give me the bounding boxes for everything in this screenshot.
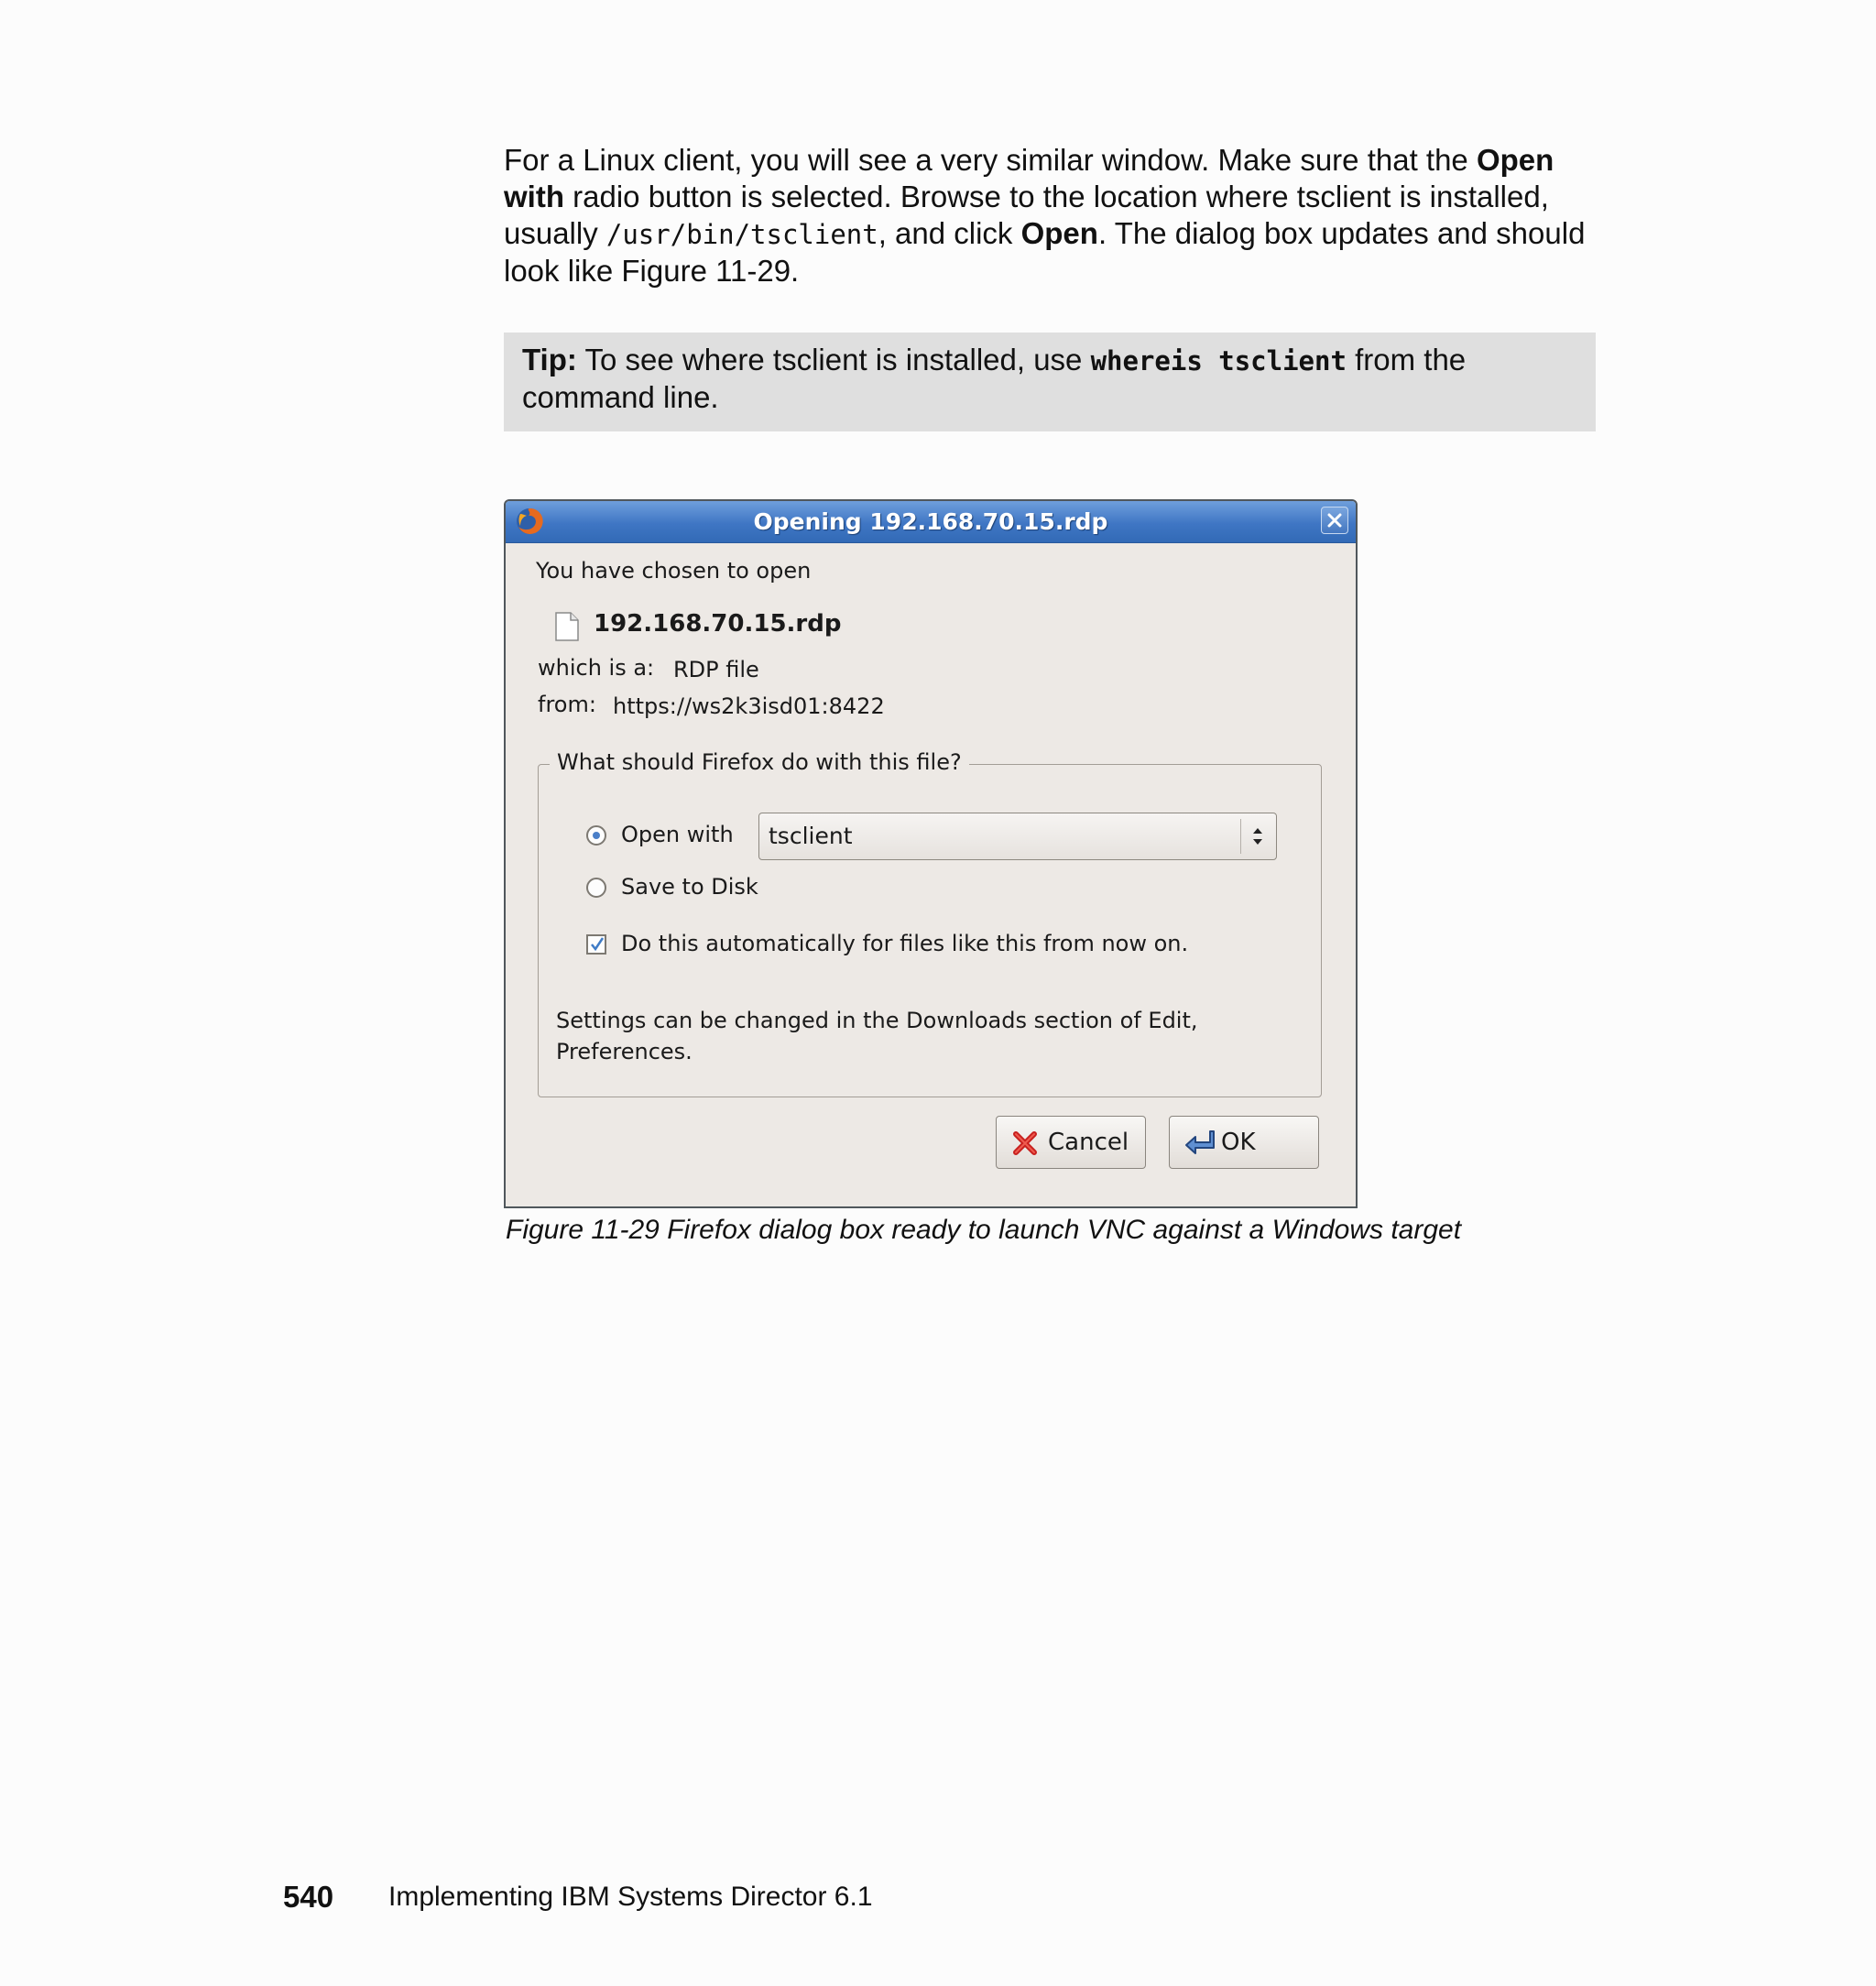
chosen-label: You have chosen to open <box>536 558 812 584</box>
book-title: Implementing IBM Systems Director 6.1 <box>388 1882 873 1912</box>
group-legend: What should Firefox do with this file? <box>550 749 969 775</box>
tip-code: whereis tsclient <box>1090 345 1347 376</box>
save-to-disk-radio[interactable] <box>586 878 606 898</box>
tip-box <box>504 333 1596 431</box>
settings-note: Settings can be changed in the Downloads section of Edit, Preferences. <box>556 1008 1198 1064</box>
updown-arrows-icon <box>1250 824 1265 849</box>
source-label: from: <box>538 692 596 717</box>
checkmark-icon <box>589 936 605 953</box>
close-icon <box>1327 513 1342 528</box>
intro-bold-open: Open <box>1020 216 1098 250</box>
return-arrow-icon <box>1184 1129 1216 1157</box>
auto-action-label[interactable]: Do this automatically for files like this from now on. <box>621 931 1189 956</box>
file-icon <box>555 612 579 641</box>
open-file-dialog <box>504 499 1358 1208</box>
cancel-x-icon <box>1011 1129 1039 1157</box>
file-name: 192.168.70.15.rdp <box>594 610 842 638</box>
intro-text-4: . The dialog box updates and should look like Figure 11-29. <box>504 216 1586 288</box>
application-select[interactable] <box>758 813 1277 860</box>
ok-button[interactable] <box>1169 1116 1319 1169</box>
intro-text-1: For a Linux client, you will see a very similar window. Make sure that the <box>504 143 1477 177</box>
ok-label: OK <box>1221 1129 1256 1156</box>
close-button[interactable] <box>1321 507 1348 534</box>
file-type-value: RDP file <box>673 657 759 682</box>
file-type-label: which is a: <box>538 655 655 681</box>
cancel-button[interactable] <box>996 1116 1146 1169</box>
intro-text-2: radio button is selected. Browse to the location where tsclient is installed, usually <box>504 180 1549 250</box>
intro-text-3: , and click <box>878 216 1021 250</box>
figure-caption: Figure 11-29 Firefox dialog box ready to launch VNC against a Windows target <box>506 1215 1462 1245</box>
select-separator <box>1240 819 1241 854</box>
tip-label: Tip: <box>522 343 577 376</box>
intro-paragraph <box>504 142 1603 289</box>
action-group <box>538 749 1322 1097</box>
cancel-label: Cancel <box>1048 1129 1129 1156</box>
tip-text-1: To see where tsclient is installed, use <box>576 343 1091 376</box>
source-url: https://ws2k3isd01:8422 <box>613 693 885 719</box>
tip-text-2: from the command line. <box>522 343 1467 414</box>
intro-code-path: /usr/bin/tsclient <box>605 219 878 250</box>
dialog-titlebar[interactable] <box>506 501 1356 543</box>
intro-bold-open-with: Open with <box>504 143 1554 213</box>
auto-action-checkbox[interactable] <box>586 934 606 955</box>
save-to-disk-label[interactable]: Save to Disk <box>621 874 758 900</box>
dialog-title: Opening 192.168.70.15.rdp <box>753 508 1108 535</box>
open-with-label[interactable]: Open with <box>621 822 734 847</box>
page-number: 540 <box>283 1880 334 1914</box>
open-with-radio[interactable] <box>586 825 606 846</box>
application-select-value: tsclient <box>769 823 853 849</box>
